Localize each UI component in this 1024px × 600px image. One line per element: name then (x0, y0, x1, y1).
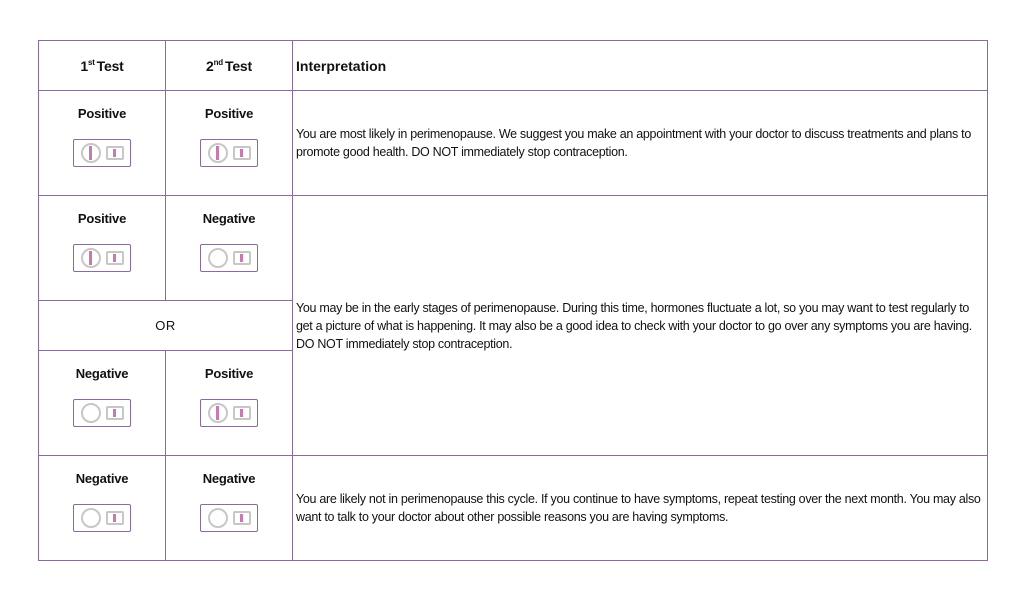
second-test-result-cell (166, 196, 293, 301)
first-test-result-cell (39, 91, 166, 196)
second-test-ordinal: nd (213, 57, 223, 67)
second-test-result-label: Negative (202, 211, 256, 226)
second-test-result-cell (166, 456, 293, 561)
positive-test-strip-icon (200, 139, 258, 167)
second-test-result-label: Negative (202, 471, 256, 486)
first-test-result-label: Positive (77, 106, 127, 121)
second-test-result-cell (166, 351, 293, 456)
positive-test-strip-icon (73, 244, 131, 272)
first-test-word: Test (96, 57, 124, 74)
table-row-negative-negative (39, 456, 988, 561)
negative-test-strip-icon (200, 504, 258, 532)
second-test-number: 2 (206, 57, 214, 74)
first-test-result-cell (39, 196, 166, 301)
first-test-header (39, 41, 166, 91)
interpretation-text: You are likely not in perimenopause this cycle. If you continue to have symptoms, repeat testing over the next month. You may also want to talk to your doctor about other possible reasons you are having symptoms. (293, 456, 988, 561)
second-test-word: Test (225, 57, 252, 74)
table-row-positive-positive (39, 91, 988, 196)
second-test-result-label: Positive (204, 106, 254, 121)
first-test-ordinal: st (87, 57, 95, 67)
first-test-result-label: Positive (77, 211, 127, 226)
interpretation-text: You may be in the early stages of perimenopause. During this time, hormones fluctuate a lot, so you may want to test regularly to get a picture of what is happening. It may also be a good idea to check with your doctor to go over any symptoms you are having. DO NOT immediately stop contraception. (293, 196, 988, 456)
first-test-number: 1 (80, 57, 88, 74)
table-row-positive-negative (39, 196, 988, 301)
second-test-result-label: Positive (204, 366, 254, 381)
first-test-result-label: Negative (75, 366, 129, 381)
first-test-result-label: Negative (75, 471, 129, 486)
interpretation-header: Interpretation (293, 41, 988, 91)
interpretation-text: You are most likely in perimenopause. We suggest you make an appointment with your doctor to discuss treatments and plans to promote good health. DO NOT immediately stop contraception. (293, 91, 988, 196)
negative-test-strip-icon (73, 504, 131, 532)
first-test-result-cell (39, 456, 166, 561)
negative-test-strip-icon (73, 399, 131, 427)
second-test-header (166, 41, 293, 91)
header-row (39, 41, 988, 91)
second-test-result-cell (166, 91, 293, 196)
negative-test-strip-icon (200, 244, 258, 272)
or-label: OR (39, 301, 293, 351)
first-test-result-cell (39, 351, 166, 456)
positive-test-strip-icon (200, 399, 258, 427)
positive-test-strip-icon (73, 139, 131, 167)
results-table (38, 40, 988, 561)
